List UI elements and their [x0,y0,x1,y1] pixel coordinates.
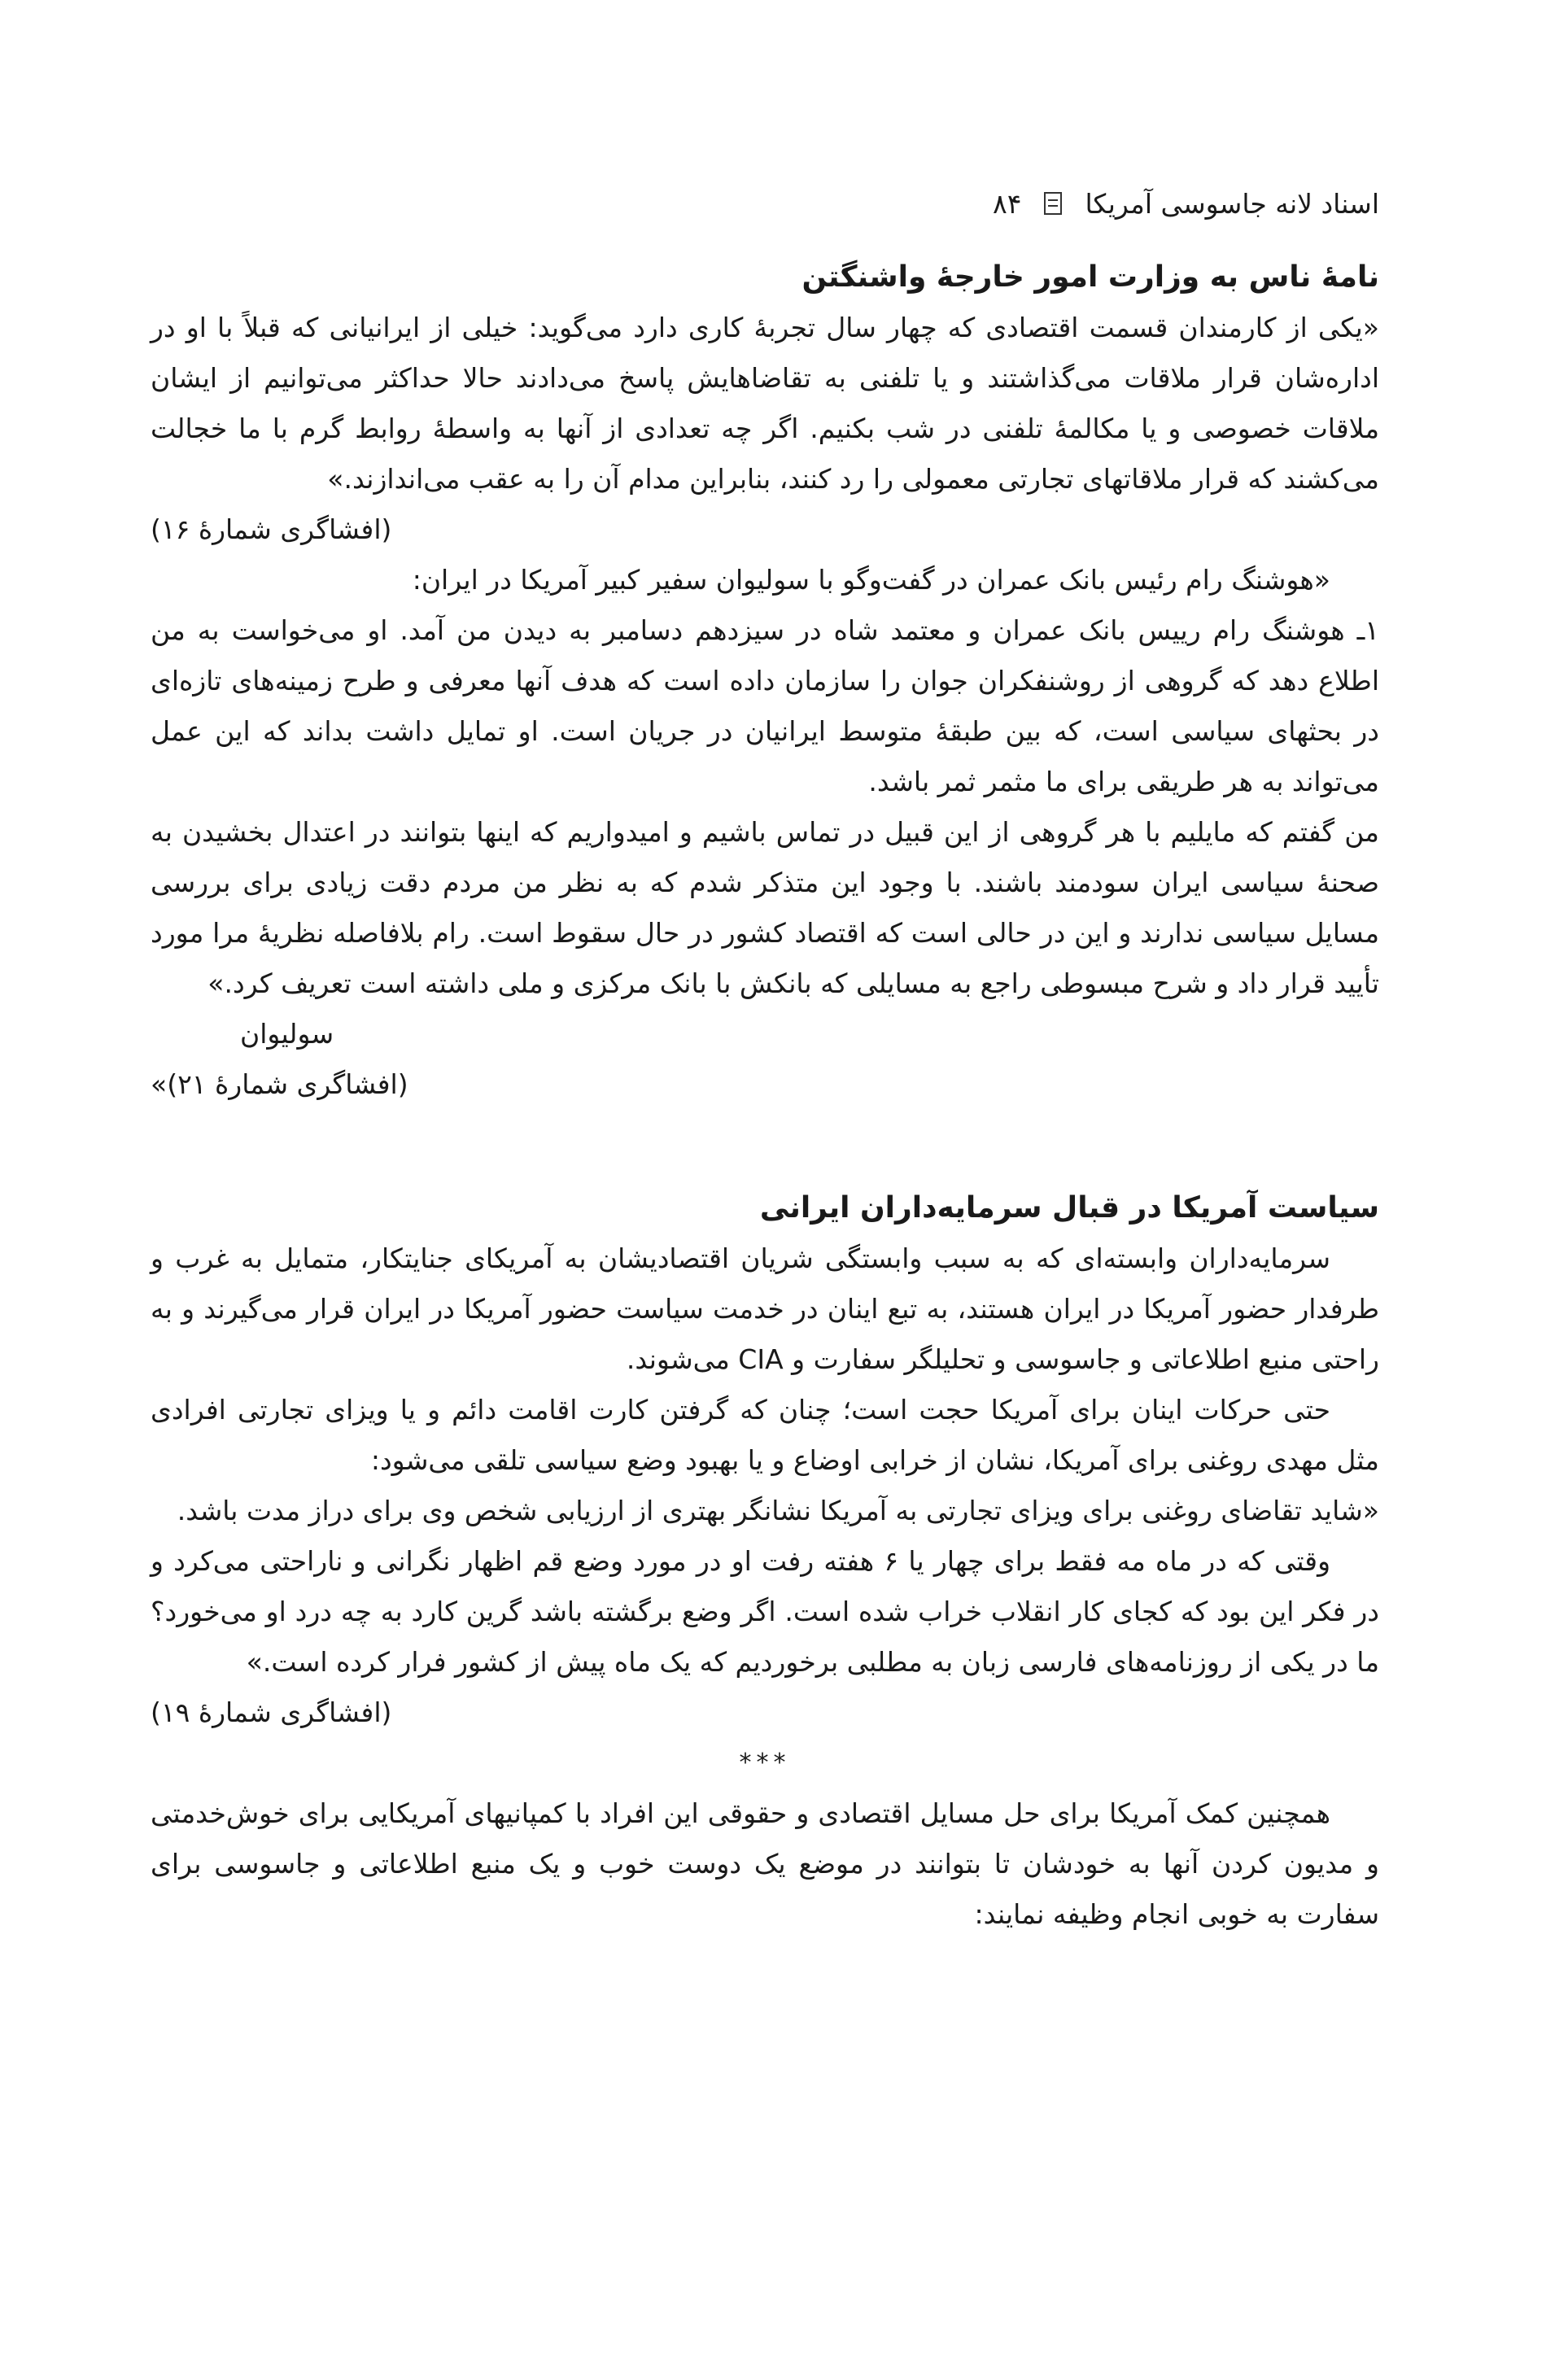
section-heading-1: نامهٔ ناس به وزارت امور خارجهٔ واشنگتن [801,260,1379,294]
page-number: ۸۴ [993,187,1022,220]
paragraph: «شاید تقاضای روغنی برای ویزای تجارتی به آمریکا نشانگر بهتری از ارزیابی شخص وی برای دراز مدت باشد. [177,1495,1379,1526]
paragraph: حتی حرکات اینان برای آمریکا حجت است؛ چنان که گرفتن کارت اقامت دائم و یا ویزای تجارتی افرادی مثل مهدی روغنی برای آمریکا، نشان از خرابی اوضاع و یا بهبود وضع سیاسی تلقی می‌شود: [151,1394,1379,1476]
paragraph: «هوشنگ رام رئیس بانک عمران در گفت‌وگو با سولیوان سفیر کبیر آمریکا در ایران: [412,564,1330,596]
reference-note: (افشاگری شمارهٔ ۱۹) [151,1696,392,1728]
section-heading-2: سیاست آمریکا در قبال سرمایه‌داران ایرانی [759,1191,1379,1225]
paragraph: وقتی که در ماه مه فقط برای چهار یا ۶ هفته رفت او در مورد وضع قم اظهار نگرانی و ناراحتی می‌کرد و در فکر این بود که کجای کار انقلاب خراب شده است. اگر وضع برگشته باشد گرین کارد به چه درد او می‌خورد؟ ما در یکی از روزنامه‌های فارسی زبان به مطلبی برخوردیم که یک ماه پیش از کشور فرار کرده است.» [151,1545,1379,1678]
paragraph: «یکی از کارمندان قسمت اقتصادی که چهار سال تجربهٔ کاری دارد می‌گوید: خیلی از ایرانیانی که قبلاً با او در اداره‌شان قرار ملاقات می‌گذاشتند و یا تلفنی به تقاضاهایش پاسخ می‌دادند حالا حداکثر می‌توانیم از ایشان ملاقات خصوصی و یا مکالمهٔ تلفنی در شب بکنیم. اگر چه تعدادی از آنها به واسطهٔ روابط گرم با ما خجالت می‌کشند که قرار ملاقاتهای تجارتی معمولی را رد کنند، بنابراین مدام آن را به عقب می‌اندازند.» [151,312,1379,495]
signature-row [151,1009,1379,1059]
signature: سولیوان [240,1018,334,1050]
paragraph: سرمایه‌داران وابسته‌ای که به سبب وابستگی شریان اقتصادیشان به آمریکای جنایتکار، متمایل به غرب و طرفدار حضور آمریکا در ایران هستند، به تبع اینان در خدمت سیاست حضور آمریکا در ایران قرار می‌گیرند و به راحتی منبع اطلاعاتی و جاسوسی و تحلیلگر سفارت و CIA می‌شوند. [151,1242,1379,1375]
reference-note: (افشاگری شمارهٔ ۲۱)» [151,1068,408,1100]
paragraph: من گفتم که مایلیم با هر گروهی از این قبیل در تماس باشیم و امیدواریم که اینها بتوانند در اعتدال بخشیدن به صحنهٔ سیاسی ایران سودمند باشند. با وجود این متذکر شدم که به نظر من مردم دقت زیادی برای بررسی مسایل سیاسی ندارند و این در حالی است که اقتصاد کشور در حال سقوط است. رام بلافاصله نظریهٔ مرا مورد تأیید قرار داد و شرح مبسوطی راجع به مسایلی که بانکش با بانک مرکزی و ملی داشته است تعریف کرد.» [151,816,1379,999]
reference-note: (افشاگری شمارهٔ ۱۶) [151,513,392,545]
section-separator: *** [739,1749,791,1777]
book-title: اسناد لانه جاسوسی آمریکا [1085,187,1379,220]
paragraph: همچنین کمک آمریکا برای حل مسایل اقتصادی و حقوقی این افراد با کمپانیهای آمریکایی برای خوش‌خدمتی و مدیون کردن آنها به خودشان تا بتوانند در موضع یک دوست خوب و یک منبع اطلاعاتی و جاسوسی برای سفارت به خوبی انجام وظیفه نمایند: [151,1797,1379,1930]
book-icon [1044,192,1062,215]
running-header [151,179,1379,228]
document-page [151,179,1379,1940]
paragraph: ۱ـ هوشنگ رام رییس بانک عمران و معتمد شاه در سیزدهم دسامبر به دیدن من آمد. او می‌خواست به من اطلاع دهد که گروهی از روشنفکران جوان را سازمان داده است که هدف آنها معرفی و طرح زمینه‌های تازه‌ای در بحثهای سیاسی است، که بین طبقهٔ متوسط ایرانیان در جریان است. او تمایل داشت بداند که این عمل می‌تواند به هر طریقی برای ما مثمر ثمر باشد. [151,614,1379,797]
